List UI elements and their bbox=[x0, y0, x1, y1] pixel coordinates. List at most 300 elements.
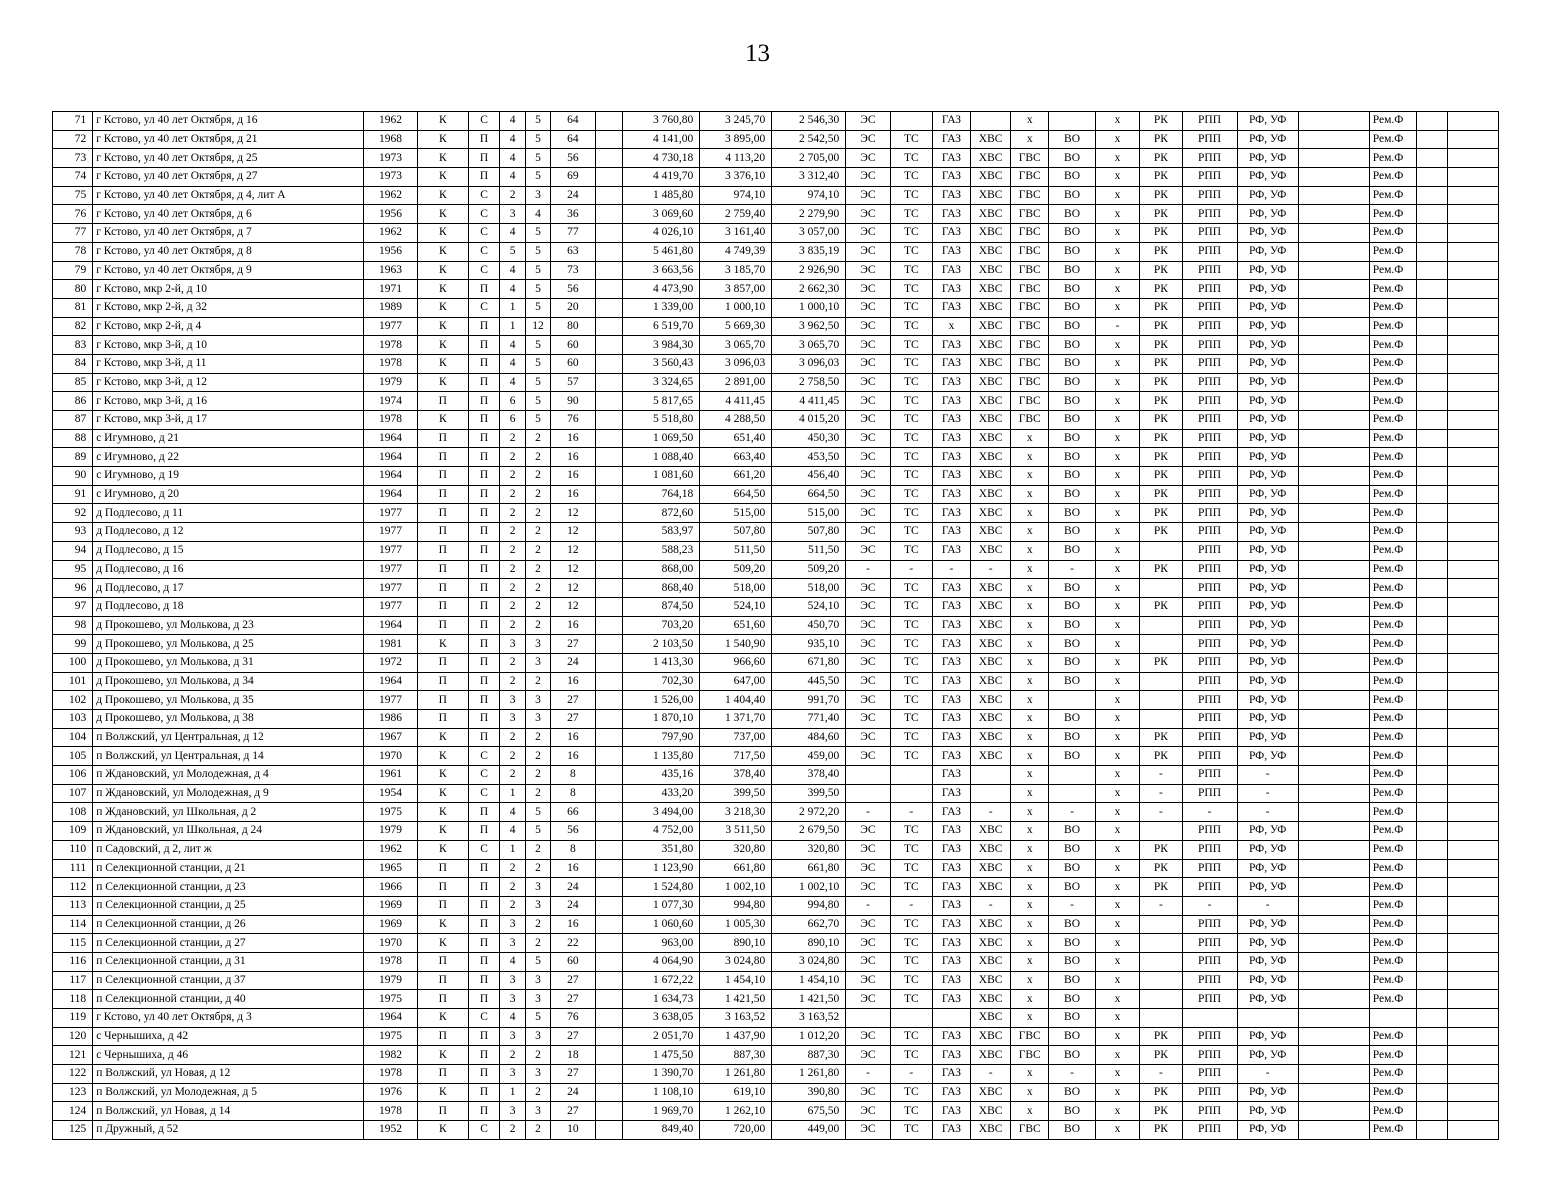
table-cell bbox=[1298, 523, 1369, 542]
table-cell: ХВС bbox=[971, 205, 1011, 224]
table-cell bbox=[1448, 691, 1499, 710]
table-cell: П bbox=[468, 411, 500, 430]
table-cell bbox=[1298, 130, 1369, 149]
table-cell: ЭС bbox=[846, 990, 890, 1009]
table-cell bbox=[1448, 186, 1499, 205]
table-cell: РК bbox=[1140, 112, 1182, 131]
table-cell bbox=[595, 822, 623, 841]
table-cell bbox=[595, 429, 623, 448]
table-cell: П bbox=[468, 859, 500, 878]
table-cell: 24 bbox=[551, 1083, 595, 1102]
table-cell: 515,00 bbox=[772, 504, 846, 523]
table-cell: 4 752,00 bbox=[623, 822, 700, 841]
table-cell bbox=[595, 597, 623, 616]
table-cell bbox=[1448, 224, 1499, 243]
table-cell: 119 bbox=[53, 1009, 93, 1028]
table-cell: 3 161,40 bbox=[700, 224, 772, 243]
table-cell: 4 730,18 bbox=[623, 149, 700, 168]
table-cell: ЭС bbox=[846, 616, 890, 635]
table-cell: ГАЗ bbox=[932, 710, 970, 729]
table-cell: 2 bbox=[525, 859, 550, 878]
table-cell: 450,30 bbox=[772, 429, 846, 448]
table-cell bbox=[1417, 467, 1448, 486]
table-cell: ГАЗ bbox=[932, 803, 970, 822]
table-cell: х bbox=[1095, 952, 1139, 971]
table-row bbox=[53, 112, 1499, 131]
table-cell: ТС bbox=[890, 915, 932, 934]
table-cell: 98 bbox=[53, 616, 93, 635]
table-cell: ТС bbox=[890, 597, 932, 616]
table-cell bbox=[1417, 672, 1448, 691]
table-cell: 27 bbox=[551, 1065, 595, 1084]
table-cell: 2 662,30 bbox=[772, 280, 846, 299]
table-cell: П bbox=[468, 672, 500, 691]
table-cell: РПП bbox=[1182, 298, 1237, 317]
table-cell: 12 bbox=[551, 504, 595, 523]
table-cell: ГАЗ bbox=[932, 1046, 970, 1065]
table-cell: К bbox=[417, 205, 468, 224]
table-cell: 3 bbox=[525, 1065, 550, 1084]
table-cell: 1978 bbox=[363, 1102, 417, 1121]
table-cell bbox=[1298, 224, 1369, 243]
table-cell: РК bbox=[1140, 1083, 1182, 1102]
table-cell: п Волжский, ул Новая, д 14 bbox=[93, 1102, 364, 1121]
table-cell bbox=[1298, 392, 1369, 411]
table-cell: 1 077,30 bbox=[623, 896, 700, 915]
table-cell: 1 261,80 bbox=[700, 1065, 772, 1084]
table-cell: ЭС bbox=[846, 878, 890, 897]
table-cell: 874,50 bbox=[623, 597, 700, 616]
table-cell: К bbox=[417, 261, 468, 280]
table-cell: х bbox=[1011, 822, 1049, 841]
table-cell: 12 bbox=[551, 523, 595, 542]
table-cell: Рем.Ф bbox=[1369, 205, 1417, 224]
table-cell: ЭС bbox=[846, 280, 890, 299]
table-cell: ВО bbox=[1049, 485, 1096, 504]
table-cell bbox=[1298, 859, 1369, 878]
table-cell: х bbox=[1095, 336, 1139, 355]
table-cell bbox=[1298, 1102, 1369, 1121]
table-cell: П bbox=[468, 317, 500, 336]
table-cell: 3 bbox=[525, 878, 550, 897]
table-cell: 5 817,65 bbox=[623, 392, 700, 411]
table-cell: РПП bbox=[1182, 1102, 1237, 1121]
table-cell: П bbox=[417, 485, 468, 504]
table-cell bbox=[1417, 242, 1448, 261]
table-cell: 3 069,60 bbox=[623, 205, 700, 224]
table-cell: ЭС bbox=[846, 261, 890, 280]
table-cell: ТС bbox=[890, 467, 932, 486]
table-cell: ВО bbox=[1049, 149, 1096, 168]
table-cell: 24 bbox=[551, 186, 595, 205]
table-cell: РПП bbox=[1182, 317, 1237, 336]
table-cell: 3 324,65 bbox=[623, 373, 700, 392]
table-cell: 1977 bbox=[363, 560, 417, 579]
table-cell: х bbox=[1095, 242, 1139, 261]
table-cell bbox=[1298, 971, 1369, 990]
table-cell: ТС bbox=[890, 186, 932, 205]
table-cell: 36 bbox=[551, 205, 595, 224]
table-cell: х bbox=[1095, 672, 1139, 691]
table-cell: 2 bbox=[525, 597, 550, 616]
table-cell: 1973 bbox=[363, 149, 417, 168]
table-cell: 16 bbox=[551, 747, 595, 766]
table-cell: - bbox=[1140, 896, 1182, 915]
table-cell: П bbox=[417, 691, 468, 710]
table-cell: РФ, УФ bbox=[1237, 934, 1298, 953]
table-cell: РФ, УФ bbox=[1237, 280, 1298, 299]
table-cell: ХВС bbox=[971, 373, 1011, 392]
table-cell: г Кстово, ул 40 лет Октября, д 3 bbox=[93, 1009, 364, 1028]
table-row bbox=[53, 336, 1499, 355]
table-cell: ХВС bbox=[971, 971, 1011, 990]
table-cell: 118 bbox=[53, 990, 93, 1009]
table-cell: х bbox=[1011, 504, 1049, 523]
table-cell: г Кстово, мкр 2-й, д 10 bbox=[93, 280, 364, 299]
table-cell bbox=[1417, 934, 1448, 953]
table-cell: ХВС bbox=[971, 672, 1011, 691]
table-cell: Рем.Ф bbox=[1369, 149, 1417, 168]
table-cell: ВО bbox=[1049, 168, 1096, 187]
table-cell: 86 bbox=[53, 392, 93, 411]
table-cell: РПП bbox=[1182, 784, 1237, 803]
table-cell: ВО bbox=[1049, 336, 1096, 355]
table-cell bbox=[1448, 541, 1499, 560]
table-cell bbox=[1448, 579, 1499, 598]
table-cell: К bbox=[417, 1009, 468, 1028]
table-cell: 111 bbox=[53, 859, 93, 878]
table-cell bbox=[1417, 523, 1448, 542]
table-cell: х bbox=[1011, 934, 1049, 953]
table-cell: ГАЗ bbox=[932, 766, 970, 785]
table-cell: 890,10 bbox=[700, 934, 772, 953]
table-cell: К bbox=[417, 747, 468, 766]
table-cell: ЭС bbox=[846, 392, 890, 411]
table-cell: 2 bbox=[525, 616, 550, 635]
table-row bbox=[53, 859, 1499, 878]
table-cell: 1 bbox=[500, 298, 525, 317]
table-row bbox=[53, 691, 1499, 710]
table-cell bbox=[595, 635, 623, 654]
table-cell: РПП bbox=[1182, 766, 1237, 785]
table-cell: 664,50 bbox=[772, 485, 846, 504]
table-cell: ГАЗ bbox=[932, 878, 970, 897]
table-cell: 1970 bbox=[363, 934, 417, 953]
table-cell: - bbox=[1049, 1065, 1096, 1084]
table-cell: РФ, УФ bbox=[1237, 298, 1298, 317]
table-cell: 2 bbox=[525, 485, 550, 504]
table-row bbox=[53, 429, 1499, 448]
table-cell bbox=[1448, 205, 1499, 224]
table-cell: П bbox=[468, 915, 500, 934]
table-cell: 5 bbox=[525, 280, 550, 299]
table-cell: ЭС bbox=[846, 1121, 890, 1140]
table-cell: ЭС bbox=[846, 298, 890, 317]
table-cell: 1977 bbox=[363, 523, 417, 542]
table-cell: РК bbox=[1140, 130, 1182, 149]
table-cell bbox=[595, 205, 623, 224]
table-cell: РПП bbox=[1182, 541, 1237, 560]
table-cell: 507,80 bbox=[700, 523, 772, 542]
table-cell: 5 bbox=[525, 168, 550, 187]
table-cell: д Подлесово, д 11 bbox=[93, 504, 364, 523]
table-cell: х bbox=[1011, 896, 1049, 915]
table-cell: 2 bbox=[500, 429, 525, 448]
table-cell: х bbox=[1095, 896, 1139, 915]
table-cell: 78 bbox=[53, 242, 93, 261]
table-cell: РПП bbox=[1182, 934, 1237, 953]
table-cell bbox=[595, 579, 623, 598]
table-cell: х bbox=[1095, 1065, 1139, 1084]
table-cell: 619,10 bbox=[700, 1083, 772, 1102]
table-cell: РФ, УФ bbox=[1237, 859, 1298, 878]
table-cell: РПП bbox=[1182, 261, 1237, 280]
table-cell: ТС bbox=[890, 934, 932, 953]
table-cell: С bbox=[468, 112, 500, 131]
table-cell: ЭС bbox=[846, 429, 890, 448]
table-cell: К bbox=[417, 224, 468, 243]
table-cell: х bbox=[1095, 485, 1139, 504]
table-cell: 4 bbox=[500, 112, 525, 131]
table-row bbox=[53, 597, 1499, 616]
table-cell: ЭС bbox=[846, 411, 890, 430]
table-cell: ГАЗ bbox=[932, 859, 970, 878]
table-cell bbox=[1417, 803, 1448, 822]
table-cell: ГАЗ bbox=[932, 523, 970, 542]
table-cell: ХВС bbox=[971, 224, 1011, 243]
table-cell: ВО bbox=[1049, 429, 1096, 448]
table-cell bbox=[1448, 653, 1499, 672]
table-cell: х bbox=[932, 317, 970, 336]
table-cell: 3 065,70 bbox=[700, 336, 772, 355]
table-cell: ЭС bbox=[846, 485, 890, 504]
table-cell bbox=[1448, 1083, 1499, 1102]
table-cell: 16 bbox=[551, 485, 595, 504]
table-cell: 2 bbox=[500, 766, 525, 785]
table-cell: РФ, УФ bbox=[1237, 112, 1298, 131]
table-cell bbox=[595, 1121, 623, 1140]
table-cell: ГАЗ bbox=[932, 504, 970, 523]
table-cell: П bbox=[417, 859, 468, 878]
table-cell: х bbox=[1011, 747, 1049, 766]
table-cell bbox=[1140, 672, 1182, 691]
table-cell bbox=[1448, 747, 1499, 766]
table-cell bbox=[1448, 784, 1499, 803]
table-cell: 56 bbox=[551, 280, 595, 299]
table-cell: РФ, УФ bbox=[1237, 168, 1298, 187]
table-cell: 24 bbox=[551, 896, 595, 915]
table-cell: - bbox=[1140, 784, 1182, 803]
table-cell: х bbox=[1011, 560, 1049, 579]
table-cell bbox=[1417, 336, 1448, 355]
table-cell bbox=[1298, 1121, 1369, 1140]
table-cell: ВО bbox=[1049, 205, 1096, 224]
table-row bbox=[53, 280, 1499, 299]
table-cell bbox=[1417, 896, 1448, 915]
table-cell: 5 bbox=[525, 411, 550, 430]
table-cell bbox=[1448, 878, 1499, 897]
table-cell bbox=[1140, 710, 1182, 729]
table-cell: 1 262,10 bbox=[700, 1102, 772, 1121]
table-cell: Рем.Ф bbox=[1369, 616, 1417, 635]
table-cell: РФ, УФ bbox=[1237, 747, 1298, 766]
table-cell: ТС bbox=[890, 1102, 932, 1121]
table-cell: 1 672,22 bbox=[623, 971, 700, 990]
table-cell: 123 bbox=[53, 1083, 93, 1102]
table-cell: РПП bbox=[1182, 373, 1237, 392]
table-cell: 661,20 bbox=[700, 467, 772, 486]
table-cell: х bbox=[1011, 112, 1049, 131]
table-cell: 2 bbox=[500, 747, 525, 766]
table-cell: РПП bbox=[1182, 354, 1237, 373]
table-cell: ЭС bbox=[846, 597, 890, 616]
table-cell: 1972 bbox=[363, 653, 417, 672]
table-cell: 1973 bbox=[363, 168, 417, 187]
table-cell: х bbox=[1095, 186, 1139, 205]
table-cell: 2 bbox=[500, 896, 525, 915]
table-cell: К bbox=[417, 354, 468, 373]
table-cell: 16 bbox=[551, 915, 595, 934]
table-row bbox=[53, 952, 1499, 971]
table-cell: - bbox=[1182, 896, 1237, 915]
table-cell: ЭС bbox=[846, 635, 890, 654]
table-cell: д Прокошево, ул Молькова, д 25 bbox=[93, 635, 364, 654]
table-cell: ГАЗ bbox=[932, 429, 970, 448]
table-cell bbox=[1298, 298, 1369, 317]
table-cell: 1971 bbox=[363, 280, 417, 299]
table-cell: К bbox=[417, 411, 468, 430]
table-cell: х bbox=[1095, 579, 1139, 598]
table-cell: П bbox=[468, 523, 500, 542]
table-cell bbox=[846, 784, 890, 803]
table-cell: ГВС bbox=[1011, 224, 1049, 243]
table-cell: г Кстово, ул 40 лет Октября, д 9 bbox=[93, 261, 364, 280]
table-cell: ГАЗ bbox=[932, 691, 970, 710]
table-cell: РК bbox=[1140, 1027, 1182, 1046]
table-cell bbox=[1448, 168, 1499, 187]
table-cell: 1 bbox=[500, 317, 525, 336]
table-cell: ВО bbox=[1049, 653, 1096, 672]
table-cell: х bbox=[1011, 971, 1049, 990]
table-cell: 3 bbox=[500, 691, 525, 710]
table-cell: ВО bbox=[1049, 354, 1096, 373]
table-cell: 1977 bbox=[363, 541, 417, 560]
table-cell: 3 163,52 bbox=[700, 1009, 772, 1028]
table-cell: ГАЗ bbox=[932, 616, 970, 635]
table-cell: 1 108,10 bbox=[623, 1083, 700, 1102]
table-cell: 3 663,56 bbox=[623, 261, 700, 280]
table-cell: П bbox=[468, 1027, 500, 1046]
table-cell bbox=[595, 990, 623, 1009]
table-cell: ГАЗ bbox=[932, 448, 970, 467]
table-cell: П bbox=[468, 990, 500, 1009]
table-cell: 18 bbox=[551, 1046, 595, 1065]
table-cell: 1 081,60 bbox=[623, 467, 700, 486]
table-cell: П bbox=[468, 354, 500, 373]
table-cell: РК bbox=[1140, 205, 1182, 224]
table-cell: 92 bbox=[53, 504, 93, 523]
table-cell: 675,50 bbox=[772, 1102, 846, 1121]
table-cell: х bbox=[1095, 766, 1139, 785]
table-cell: 12 bbox=[525, 317, 550, 336]
table-cell: 1964 bbox=[363, 616, 417, 635]
table-cell bbox=[1298, 261, 1369, 280]
table-cell bbox=[595, 261, 623, 280]
table-cell: 5 bbox=[525, 149, 550, 168]
table-cell: 3 bbox=[500, 971, 525, 990]
table-cell: 3 857,00 bbox=[700, 280, 772, 299]
table-cell: 106 bbox=[53, 766, 93, 785]
table-cell: 3 057,00 bbox=[772, 224, 846, 243]
table-cell: 8 bbox=[551, 784, 595, 803]
table-cell: 80 bbox=[551, 317, 595, 336]
table-cell: х bbox=[1095, 130, 1139, 149]
table-cell: х bbox=[1011, 635, 1049, 654]
table-cell: 66 bbox=[551, 803, 595, 822]
table-cell: п Ждановский, ул Молодежная, д 4 bbox=[93, 766, 364, 785]
table-cell: ГВС bbox=[1011, 298, 1049, 317]
table-cell: РПП bbox=[1182, 915, 1237, 934]
table-cell: х bbox=[1095, 149, 1139, 168]
table-cell: 4 411,45 bbox=[772, 392, 846, 411]
table-cell: 1 475,50 bbox=[623, 1046, 700, 1065]
table-cell bbox=[1417, 1046, 1448, 1065]
table-row bbox=[53, 560, 1499, 579]
table-row bbox=[53, 747, 1499, 766]
table-cell: ГАЗ bbox=[932, 541, 970, 560]
table-cell: ТС bbox=[890, 261, 932, 280]
table-cell: ГАЗ bbox=[932, 784, 970, 803]
table-cell: 56 bbox=[551, 149, 595, 168]
table-cell: п Селекционной станции, д 21 bbox=[93, 859, 364, 878]
table-cell: п Селекционной станции, д 25 bbox=[93, 896, 364, 915]
table-cell: ТС bbox=[890, 130, 932, 149]
table-cell: 2 051,70 bbox=[623, 1027, 700, 1046]
table-row bbox=[53, 766, 1499, 785]
table-cell: ХВС bbox=[971, 934, 1011, 953]
table-cell: г Кстово, ул 40 лет Октября, д 4, лит А bbox=[93, 186, 364, 205]
table-cell: 3 bbox=[525, 710, 550, 729]
table-cell: 2 bbox=[525, 672, 550, 691]
table-cell: К bbox=[417, 728, 468, 747]
table-cell: Рем.Ф bbox=[1369, 186, 1417, 205]
table-cell: 3 bbox=[500, 710, 525, 729]
table-cell: ВО bbox=[1049, 467, 1096, 486]
table-cell: 2 bbox=[525, 747, 550, 766]
table-cell: РФ, УФ bbox=[1237, 1027, 1298, 1046]
table-cell: 320,80 bbox=[700, 840, 772, 859]
table-cell bbox=[1417, 766, 1448, 785]
table-cell: 1978 bbox=[363, 354, 417, 373]
housing-stock-table bbox=[52, 111, 1499, 1140]
table-row bbox=[53, 840, 1499, 859]
table-cell: РФ, УФ bbox=[1237, 392, 1298, 411]
table-cell: 872,60 bbox=[623, 504, 700, 523]
table-cell bbox=[1417, 168, 1448, 187]
table-cell: ГАЗ bbox=[932, 336, 970, 355]
table-cell: 1 437,90 bbox=[700, 1027, 772, 1046]
table-cell: 2 bbox=[525, 560, 550, 579]
table-cell: ВО bbox=[1049, 280, 1096, 299]
table-cell: П bbox=[468, 934, 500, 953]
table-cell: ЭС bbox=[846, 691, 890, 710]
table-cell: РПП bbox=[1182, 616, 1237, 635]
table-cell bbox=[1049, 112, 1096, 131]
table-cell: ГВС bbox=[1011, 205, 1049, 224]
table-cell bbox=[1448, 1009, 1499, 1028]
table-cell: х bbox=[1011, 485, 1049, 504]
table-row bbox=[53, 579, 1499, 598]
